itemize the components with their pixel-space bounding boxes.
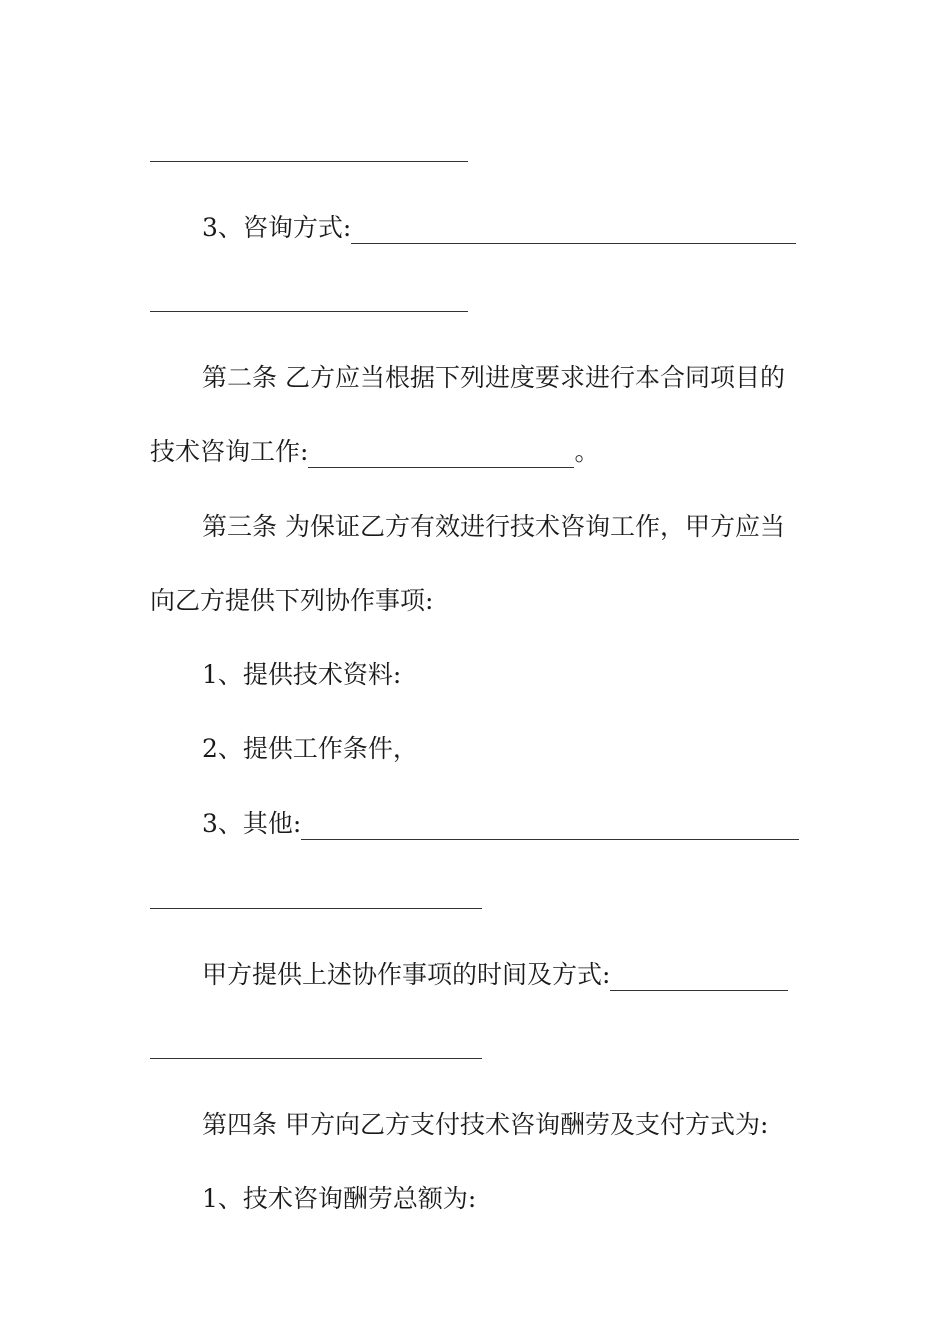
article-3-item-1-text: 1、提供技术资料: bbox=[202, 660, 402, 689]
article-2-text-2: 技术咨询工作: bbox=[150, 437, 309, 466]
time-method-blank-continuation[interactable] bbox=[150, 1058, 482, 1059]
consult-method-blank[interactable] bbox=[351, 225, 796, 244]
article-3-item-1 bbox=[0, 655, 950, 695]
article-3-item-2-text: 2、提供工作条件， bbox=[202, 734, 418, 763]
article-2-period: 。 bbox=[574, 437, 600, 466]
consult-method-line bbox=[0, 208, 950, 248]
fill-in-blank-rule[interactable] bbox=[150, 161, 468, 162]
article-4-item-1-text: 1、技术咨询酬劳总额为: bbox=[202, 1184, 477, 1213]
article-4-text-1: 第四条 甲方向乙方支付技术咨询酬劳及支付方式为: bbox=[202, 1110, 769, 1139]
article-3-line-1 bbox=[0, 507, 950, 547]
article-4-line-1 bbox=[0, 1105, 950, 1145]
article-3-item-2 bbox=[0, 729, 950, 769]
progress-requirement-blank[interactable] bbox=[308, 449, 574, 468]
time-method-blank[interactable] bbox=[610, 972, 788, 991]
article-2-line-1 bbox=[0, 358, 950, 398]
time-method-text: 甲方提供上述协作事项的时间及方式: bbox=[202, 960, 611, 989]
consult-method-label: 3、咨询方式: bbox=[202, 213, 352, 242]
article-3-item-3 bbox=[0, 804, 950, 844]
consult-method-blank-continuation[interactable] bbox=[150, 311, 468, 312]
article-3-item-3-text: 3、其他: bbox=[202, 809, 302, 838]
article-4-item-1 bbox=[0, 1179, 950, 1219]
article-3-text-2: 向乙方提供下列协作事项: bbox=[150, 586, 434, 615]
article-2-line-2 bbox=[0, 432, 950, 472]
other-items-blank-continuation[interactable] bbox=[150, 908, 482, 909]
time-method-line bbox=[0, 955, 950, 995]
article-2-text-1: 第二条 乙方应当根据下列进度要求进行本合同项目的 bbox=[202, 363, 785, 392]
article-3-line-2 bbox=[0, 581, 950, 621]
other-items-blank[interactable] bbox=[301, 821, 799, 840]
article-3-text-1: 第三条 为保证乙方有效进行技术咨询工作，甲方应当 bbox=[202, 512, 785, 541]
